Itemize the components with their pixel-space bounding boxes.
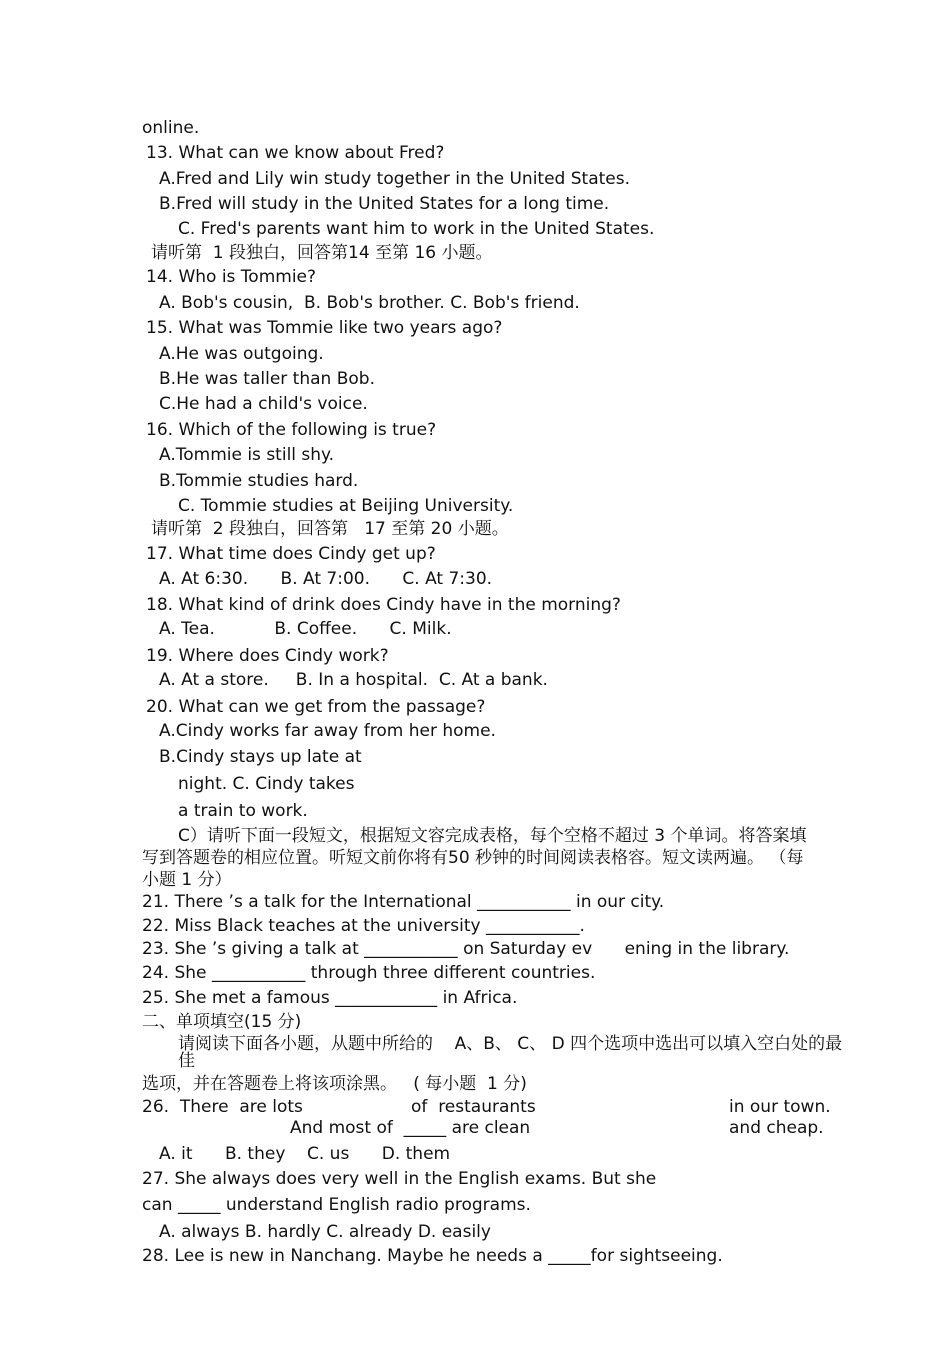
section-c-instruction: 写到答题卷的相应位置。听短文前你将有50 秒钟的时间阅读表格容。短文读两遍。 （每 — [142, 848, 804, 868]
question-27: 27. She always does very well in the English exams. But she — [142, 1169, 657, 1189]
option-13a: A.Fred and Lily win study together in the United States. — [159, 169, 631, 189]
section-heading: 二、单项填空(15 分) — [142, 1012, 302, 1032]
question-25: 25. She met a famous ____________ in Africa. — [142, 988, 518, 1008]
question-19: 19. Where does Cindy work? — [146, 646, 389, 666]
option-20c-continued: a train to work. — [178, 801, 308, 821]
question-24: 24. She ___________ through three different countries. — [142, 963, 596, 983]
option-13b: B.Fred will study in the United States for a long time. — [159, 194, 610, 214]
question-14: 14. Who is Tommie? — [146, 267, 317, 287]
question-26-part: And most of _____ are clean — [290, 1118, 531, 1138]
option-15b: B.He was taller than Bob. — [159, 369, 375, 389]
options-14: A. Bob's cousin, B. Bob's brother. C. Bob's friend. — [159, 293, 580, 313]
options-17: A. At 6:30. B. At 7:00. C. At 7:30. — [159, 569, 493, 589]
section-c-instruction: 小题 1 分） — [142, 870, 232, 890]
question-21: 21. There ’s a talk for the International ___________ in our city. — [142, 892, 665, 912]
question-26-part: in our town. — [729, 1097, 831, 1117]
question-16: 16. Which of the following is true? — [146, 420, 437, 440]
question-27-continued: can _____ understand English radio programs. — [142, 1195, 531, 1215]
option-20b-continued: night. C. Cindy takes — [178, 774, 355, 794]
question-20: 20. What can we get from the passage? — [146, 697, 486, 717]
section-instruction: 佳 — [178, 1051, 195, 1071]
options-27: A. always B. hardly C. already D. easily — [159, 1222, 491, 1242]
text-line: online. — [142, 118, 200, 138]
question-18: 18. What kind of drink does Cindy have in the morning? — [146, 595, 621, 615]
section-instruction: 请阅读下面各小题，从题中所给的 A、B、 C、 D 四个选项中选出可以填入空白处的最 — [178, 1034, 843, 1054]
option-16b: B.Tommie studies hard. — [159, 471, 359, 491]
question-15: 15. What was Tommie like two years ago? — [146, 318, 503, 338]
question-26-part: and cheap. — [729, 1118, 824, 1138]
instruction-line: 请听第 1 段独白，回答第14 至第 16 小题。 — [151, 243, 493, 263]
option-20b: B.Cindy stays up late at — [159, 747, 362, 767]
question-28: 28. Lee is new in Nanchang. Maybe he needs a _____for sightseeing. — [142, 1246, 723, 1266]
option-13c: C. Fred's parents want him to work in the United States. — [178, 219, 655, 239]
section-instruction: 选项，并在答题卷上将该项涂黑。 ( 每小题 1 分) — [142, 1074, 527, 1094]
option-16c: C. Tommie studies at Beijing University. — [178, 496, 514, 516]
question-26: 26. There are lots — [142, 1097, 303, 1117]
instruction-line: 请听第 2 段独白，回答第 17 至第 20 小题。 — [151, 519, 509, 539]
option-16a: A.Tommie is still shy. — [159, 445, 335, 465]
question-17: 17. What time does Cindy get up? — [146, 544, 436, 564]
option-20a: A.Cindy works far away from her home. — [159, 721, 496, 741]
question-26-part: of restaurants — [411, 1097, 536, 1117]
options-19: A. At a store. B. In a hospital. C. At a bank. — [159, 670, 548, 690]
question-23: 23. She ’s giving a talk at ___________ on Saturday ev ening in the library. — [142, 939, 790, 959]
option-15c: C.He had a child's voice. — [159, 394, 368, 414]
options-26: A. it B. they C. us D. them — [159, 1144, 451, 1164]
options-18: A. Tea. B. Coffee. C. Milk. — [159, 619, 452, 639]
question-22: 22. Miss Black teaches at the university ___________. — [142, 916, 585, 936]
section-c-instruction: C）请听下面一段短文，根据短文容完成表格，每个空格不超过 3 个单词。将答案填 — [178, 826, 807, 846]
question-13: 13. What can we know about Fred? — [146, 143, 445, 163]
option-15a: A.He was outgoing. — [159, 344, 324, 364]
